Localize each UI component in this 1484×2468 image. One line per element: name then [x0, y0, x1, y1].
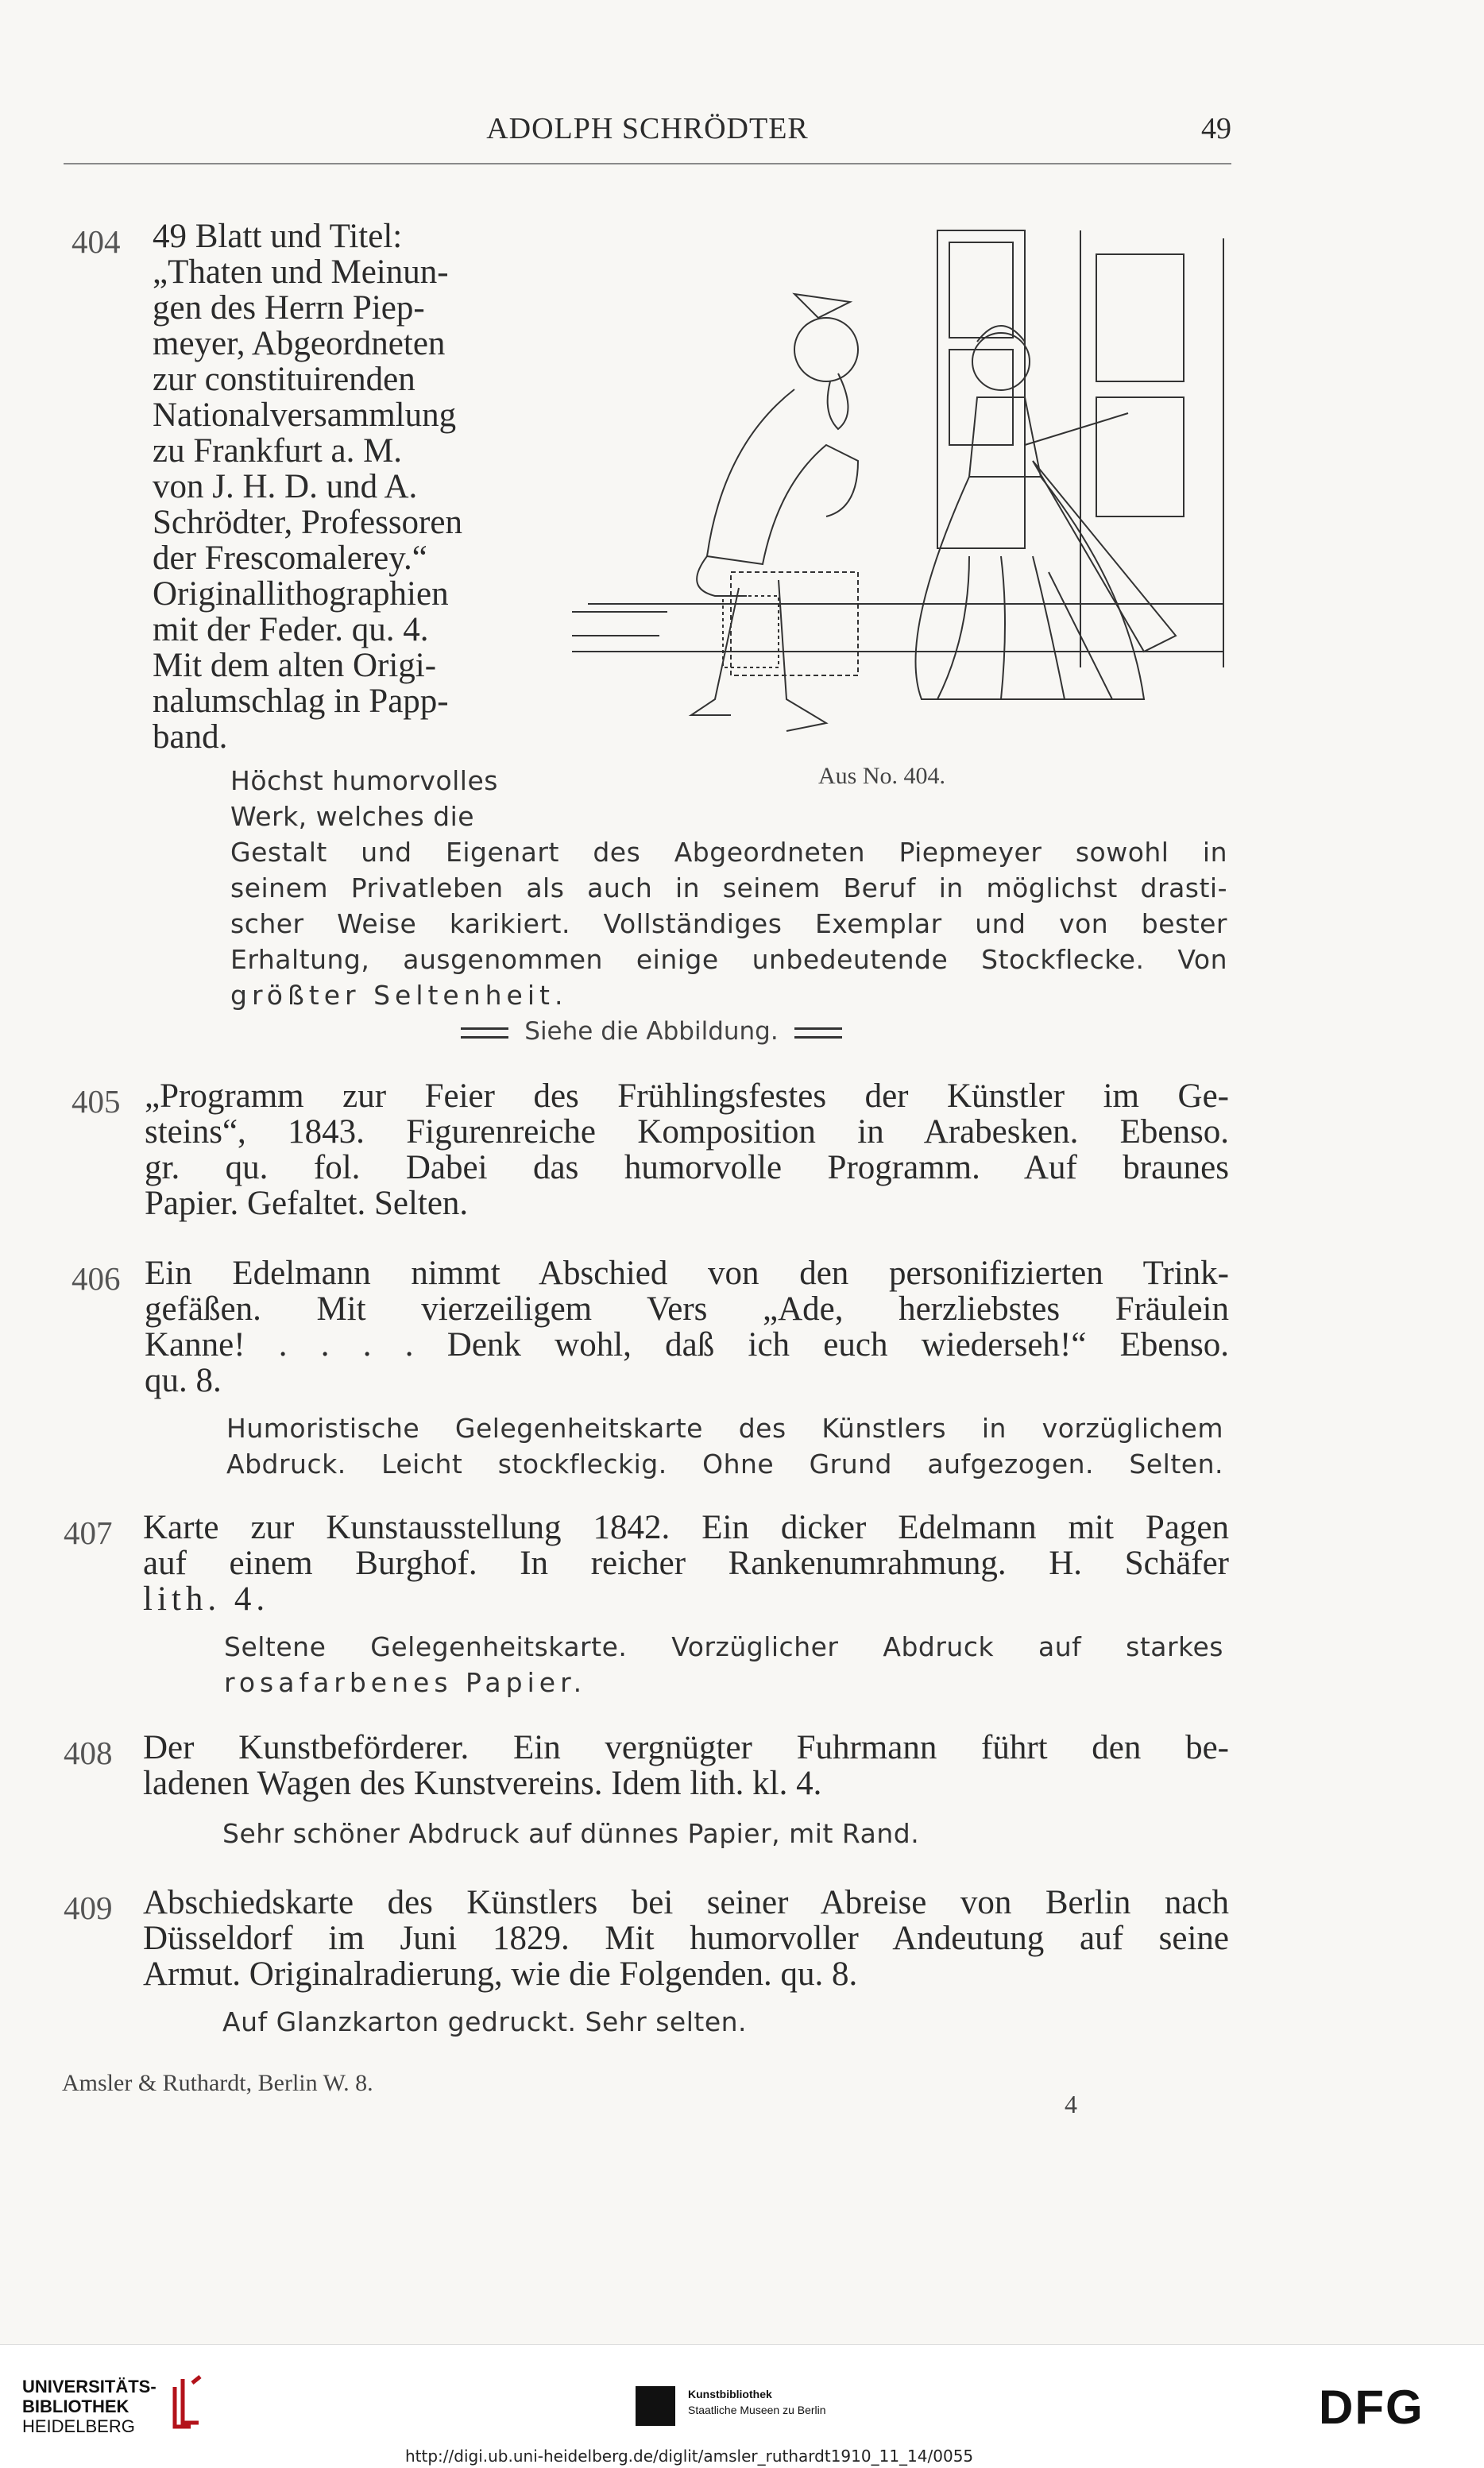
see-figure-text: Siehe die Abbildung.: [524, 1017, 779, 1046]
entry-line: gen des Herrn Piep-: [153, 289, 425, 327]
university-library-logo[interactable]: [22, 2377, 157, 2436]
entry-409-note: Auf Glanzkarton gedruckt. Sehr selten.: [222, 2006, 748, 2037]
entry-line: Kanne! . . . . Denk wohl, daß ich euch wiederseh!“ Ebenso.: [145, 1326, 1229, 1364]
entry-404-note-narrow: [230, 763, 564, 834]
kunstbibliothek-logo-icon[interactable]: [636, 2386, 675, 2426]
entry-407-number: 407: [64, 1514, 113, 1551]
kb-name: Kunstbibliothek: [688, 2388, 772, 2400]
note-line: Humoristische Gelegenheitskarte des Künstlers in vorzüglichem: [226, 1413, 1223, 1444]
double-rule: [461, 1027, 508, 1039]
entry-line: „Thaten und Meinun-: [153, 253, 449, 291]
entry-line: zur constituirenden: [153, 361, 415, 398]
note-line: Abdruck. Leicht stockfleckig. Ohne Grund aufgezogen. Selten.: [226, 1449, 1223, 1480]
logo-line: UNIVERSITÄTS-: [22, 2377, 157, 2396]
entry-line: 49 Blatt und Titel:: [153, 218, 403, 255]
entry-407-text: [143, 1510, 1229, 1581]
entry-404-note: [230, 834, 1227, 977]
entry-line: Düsseldorf im Juni 1829. Mit humorvoller Andeutung auf seine: [143, 1920, 1229, 1957]
entry-405-text: [145, 1078, 1229, 1186]
entry-line: gr. qu. fol. Dabei das humorvolle Programm. Auf braunes: [145, 1149, 1229, 1186]
page-number: 49: [1201, 112, 1231, 145]
note-line: Seltene Gelegenheitskarte. Vorzüglicher Abdruck auf starkes: [224, 1631, 1223, 1662]
note-line: Gestalt und Eigenart des Abgeordneten Piepmeyer sowohl in: [230, 837, 1227, 868]
logo-line: BIBLIOTHEK: [22, 2396, 129, 2416]
entry-line: Mit dem alten Origi-: [153, 647, 437, 684]
entry-line: Schrödter, Professoren: [153, 504, 462, 541]
entry-407-last-line: lith. 4.: [143, 1580, 270, 1618]
permalink-url[interactable]: http://digi.ub.uni-heidelberg.de/diglit/amsler_ruthardt1910_11_14/0055: [405, 2447, 974, 2466]
entry-line: gefäßen. Mit vierzeiligem Vers „Ade, herzliebstes Fräulein: [145, 1290, 1229, 1328]
entry-line: meyer, Abgeordneten: [153, 325, 446, 362]
caricature-illustration: [524, 222, 1239, 755]
entry-line: Nationalversammlung: [153, 397, 457, 434]
entry-line: zu Frankfurt a. M.: [153, 432, 403, 470]
entry-409-text: [143, 1885, 1229, 1956]
entry-406-number: 406: [71, 1260, 121, 1297]
digitization-footer: [0, 2344, 1484, 2468]
entry-line: der Frescomalerey.“: [153, 540, 427, 577]
entry-404-note-last: größter Seltenheit.: [230, 980, 568, 1011]
logo-line: HEIDELBERG: [22, 2416, 135, 2436]
entry-407-note: [224, 1629, 1223, 1700]
entry-408-last-line: ladenen Wagen des Kunstvereins. Idem lith. kl. 4.: [143, 1765, 822, 1802]
entry-line: Abschiedskarte des Künstlers bei seiner Abreise von Berlin nach: [143, 1884, 1229, 1921]
entry-405-number: 405: [71, 1083, 121, 1120]
dfg-logo[interactable]: DFG: [1319, 2381, 1424, 2434]
note-line: Erhaltung, ausgenommen einige unbedeutende Stockflecke. Von: [230, 944, 1227, 975]
entry-line: Ein Edelmann nimmt Abschied von den personifizierten Trink-: [145, 1255, 1229, 1292]
entry-405-last-line: Papier. Gefaltet. Selten.: [145, 1185, 469, 1222]
note-line: seinem Privatleben als auch in seinem Beruf in möglichst drasti-: [230, 872, 1227, 903]
entry-line: auf einem Burghof. In reicher Rankenumrahmung. H. Schäfer: [143, 1545, 1229, 1582]
entry-406-note: [226, 1410, 1223, 1482]
entry-line: Originallithographien: [153, 575, 449, 613]
entry-404-number: 404: [71, 223, 121, 260]
entry-line: steins“, 1843. Figurenreiche Komposition in Arabesken. Ebenso.: [145, 1113, 1229, 1151]
entry-line: Der Kunstbeförderer. Ein vergnügter Fuhrmann führt den be-: [143, 1729, 1229, 1766]
entry-line: von J. H. D. und A.: [153, 468, 418, 505]
entry-line: nalumschlag in Papp-: [153, 683, 449, 720]
entry-line: band.: [153, 718, 228, 756]
entry-408-note: Sehr schöner Abdruck auf dünnes Papier, mit Rand.: [222, 1818, 920, 1849]
entry-408-number: 408: [64, 1735, 113, 1771]
header-rule: [64, 163, 1231, 164]
entry-line: Karte zur Kunstausstellung 1842. Ein dicker Edelmann mit Pagen: [143, 1509, 1229, 1546]
signature-mark: 4: [1065, 2090, 1077, 2118]
figure-caption: Aus No. 404.: [818, 763, 946, 789]
note-line: rosafarbenes Papier.: [224, 1667, 587, 1698]
entry-406-last-line: qu. 8.: [145, 1362, 222, 1399]
university-seal-icon: [151, 2375, 207, 2431]
kunstbibliothek-label: [688, 2386, 826, 2418]
publisher-imprint: Amsler & Ruthardt, Berlin W. 8.: [62, 2070, 373, 2096]
note-line: Werk, welches die: [230, 801, 475, 832]
entry-line: „Programm zur Feier des Frühlingsfestes der Künstler im Ge-: [145, 1077, 1229, 1115]
double-rule: [794, 1027, 842, 1039]
entry-409-last-line: Armut. Originalradierung, wie die Folgenden. qu. 8.: [143, 1955, 858, 1993]
entry-408-text: [143, 1730, 1229, 1766]
note-line: Höchst humorvolles: [230, 765, 498, 796]
note-line: scher Weise karikiert. Vollständiges Exemplar und von bester: [230, 908, 1227, 939]
entry-406-text: [145, 1255, 1229, 1363]
entry-404-text: [153, 219, 518, 755]
see-figure-line: [437, 1017, 866, 1046]
running-title: ADOLPH SCHRÖDTER: [486, 112, 809, 145]
running-head: [64, 111, 1231, 159]
kb-sub: Staatliche Museen zu Berlin: [688, 2404, 826, 2416]
entry-line: mit der Feder. qu. 4.: [153, 611, 429, 648]
entry-409-number: 409: [64, 1890, 113, 1926]
